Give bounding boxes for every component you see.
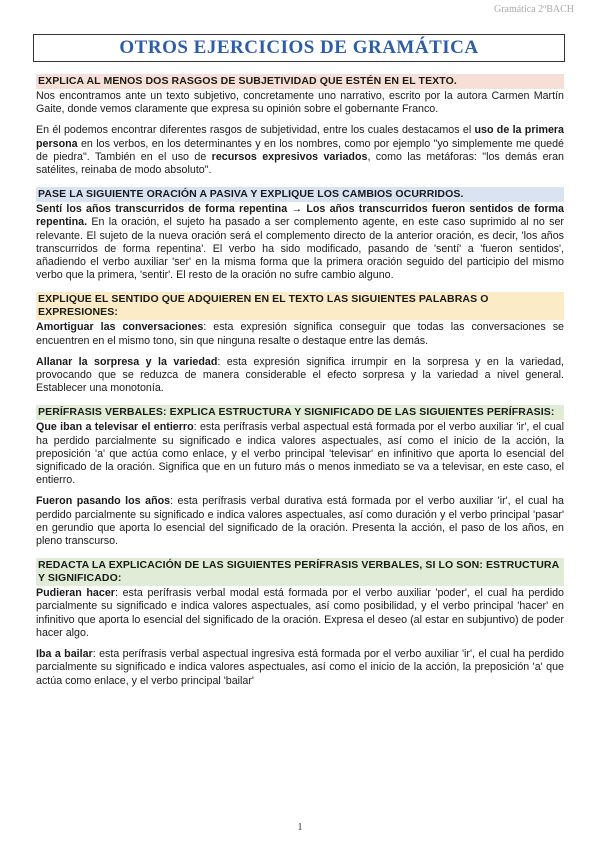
section-heading: PASE LA SIGUIENTE ORACIÓN A PASIVA Y EXPLIQUE LOS CAMBIOS OCURRIDOS.: [36, 187, 564, 202]
sentence-transformation: Sentí los años transcurridos de forma repentina → Los años transcurridos fueron sentidos de forma repentina.: [36, 203, 564, 229]
section-periphrasis-2: [36, 558, 564, 687]
item-term: Iba a bailar: [36, 648, 93, 661]
item-term: Allanar la sorpresa y la variedad: [36, 355, 218, 368]
section-subjectivity: [36, 74, 564, 177]
highlight-term: recursos expresivos variados: [211, 150, 368, 163]
item-term: Amortiguar las conversaciones: [36, 321, 204, 334]
item-term: Fueron pasando los años: [36, 495, 171, 508]
paragraph: Nos encontramos ante un texto subjetivo, concretamente uno narrativo, escrito por la autora Carmen Martín Gaite, donde vemos claramente que expresa su opinión sobre el gobernante Franco.: [36, 90, 564, 116]
highlight-term: uso de la primera persona: [36, 124, 564, 150]
list-item: Allanar la sorpresa y la variedad: esta expresión significa irrumpir en la sorpresa y en la variedad, provocando que se reduzca de manera considerable el efecto sorpresa y la variedad a nivel general. Establecer una monotonía.: [36, 355, 564, 395]
section-heading: PERÍFRASIS VERBALES: EXPLICA ESTRUCTURA Y SIGNIFICADO DE LAS SIGUIENTES PERÍFRASIS:: [36, 405, 564, 420]
paragraph: Sentí los años transcurridos de forma repentina → Los años transcurridos fueron sentidos de forma repentina. En la oración, el sujeto ha pasado a ser complemento agente, en este caso suprimido al no ser relevante. El sujeto de la nueva oración será el complemento directo de la anterior oración, es decir, 'los años transcurridos de forma repentina'. El verbo ha sido modificado, pasando de 'sentí' a 'fueron sentidos', añadiendo el verbo auxiliar 'ser' en la misma forma que la primera oración seguido del participio del mismo verbo que la primera, 'sentir'. El resto de la oración no sufre cambio alguno.: [36, 203, 564, 282]
list-item: Iba a bailar: esta perífrasis verbal aspectual ingresiva está formada por el verbo auxiliar 'ir', el cual ha perdido parcialmente su significado e indica valores aspectuales, así como el inicio de la acción, la preposición 'a' que actúa como enlace, y el verbo principal 'bailar': [36, 648, 564, 687]
section-expressions: [36, 292, 564, 395]
list-item: Amortiguar las conversaciones: esta expresión significa conseguir que todas las conversaciones se encuentren en el mismo tono, sin que ninguna resalte o destaque entre las demás.: [36, 321, 564, 347]
page-number: 1: [297, 822, 303, 833]
list-item: Pudieran hacer: esta perífrasis verbal modal está formada por el verbo auxiliar 'poder', el cual ha perdido parcialmente su significado e indica valores aspectuales, así como posibilidad, y el verbo principal 'hacer' en infinitivo que aporta lo esencial del significado de la oración. Expresa el deseo (al estar en subjuntivo) de poder hacer algo.: [36, 587, 565, 639]
item-term: Que iban a televisar el entierro: [36, 421, 194, 434]
section-heading: EXPLICA AL MENOS DOS RASGOS DE SUBJETIVIDAD QUE ESTÉN EN EL TEXTO.: [36, 74, 564, 89]
section-heading: REDACTA LA EXPLICACIÓN DE LAS SIGUIENTES PERÍFRASIS VERBALES, SI LO SON: ESTRUCTURA Y SIGNIFICADO:: [36, 558, 564, 586]
list-item: Fueron pasando los años: esta perífrasis verbal durativa está formada por el verbo auxiliar 'ir', el cual ha perdido parcialmente su significado e indica valores aspectuales, así como duración y el verbo principal 'pasar' en gerundio que aporta lo esencial del significado de la oración. Presenta la acción, el paso de los años, en pleno transcurso.: [36, 495, 564, 548]
content: [36, 74, 564, 698]
title-box: [33, 34, 565, 62]
item-term: Pudieran hacer: [36, 587, 115, 600]
section-heading: EXPLIQUE EL SENTIDO QUE ADQUIEREN EN EL TEXTO LAS SIGUIENTES PALABRAS O EXPRESIONES:: [36, 292, 564, 320]
section-passive: [36, 187, 564, 282]
section-periphrasis: [36, 405, 564, 548]
paragraph: En él podemos encontrar diferentes rasgos de subjetividad, entre los cuales destacamos el uso de la primera persona en los verbos, en los determinantes y en los nombres, como por ejemplo "yo simplemente me quedé de piedra". También en el uso de recursos expresivos variados, como las metáforas: "los demás eran satélites, reinaba de modo absoluto".: [36, 124, 564, 177]
list-item: Que iban a televisar el entierro: esta perífrasis verbal aspectual está formada por el verbo auxiliar 'ir', el cual ha perdido parcialmente su significado e indica valores aspectuales, así como el inicio de la acción, la preposición 'a' que actúa como enlace, y el verbo principal 'televisar' en infinitivo que aporta lo esencial del significado de la oración. Significa que en un futuro más o menos inmediato se va a televisar, en este caso, el entierro.: [36, 421, 564, 487]
page-title: OTROS EJERCICIOS DE GRAMÁTICA: [119, 37, 479, 58]
running-header: Gramática 2ºBACH: [493, 4, 574, 15]
